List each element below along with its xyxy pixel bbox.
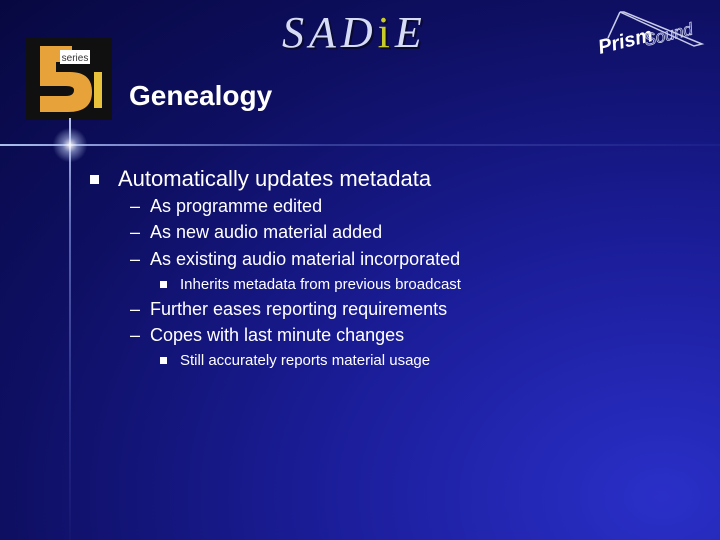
sub-bullet-text: Copes with last minute changes xyxy=(150,325,405,345)
sub-sub-bullet-item xyxy=(160,276,461,293)
prism-logo-text: Prism xyxy=(595,24,656,59)
sub-bullet-item xyxy=(127,299,447,320)
dash-bullet-icon: – xyxy=(129,299,140,319)
sub-sub-bullet-item xyxy=(160,352,430,369)
sadie-logo-text-1: SAD xyxy=(282,8,378,57)
square-bullet-icon xyxy=(90,175,99,184)
sub-bullet-text: Further eases reporting requirements xyxy=(150,299,448,319)
prism-sound-logo xyxy=(594,8,706,64)
dash-bullet-icon: – xyxy=(129,325,140,345)
sadie-logo-text-2: E xyxy=(394,8,427,57)
sub-bullet-item xyxy=(127,325,404,346)
crosshair-glow xyxy=(52,128,88,162)
horizontal-rule-line xyxy=(0,144,720,146)
series-label: series xyxy=(61,53,89,64)
sub-sub-bullet-text: Still accurately reports material usage xyxy=(180,352,431,369)
dash-bullet-icon: – xyxy=(129,249,140,269)
sound-logo-text: Sound xyxy=(642,19,695,50)
sub-bullet-item xyxy=(127,196,322,217)
series-5-logo xyxy=(26,38,112,120)
sub-bullet-item xyxy=(127,249,460,270)
square-bullet-icon xyxy=(160,357,167,364)
sadie-logo xyxy=(282,6,427,60)
vertical-rule-line xyxy=(69,118,71,540)
square-bullet-icon xyxy=(160,281,167,288)
bullet-text: Automatically updates metadata xyxy=(118,166,432,191)
sub-bullet-text: As new audio material added xyxy=(150,222,383,242)
sub-bullet-text: As existing audio material incorporated xyxy=(150,249,461,269)
bullet-item xyxy=(90,166,431,192)
dash-bullet-icon: – xyxy=(129,222,140,242)
slide-title: Genealogy xyxy=(129,80,273,111)
dash-bullet-icon: – xyxy=(129,196,140,216)
sub-bullet-item xyxy=(127,222,382,243)
sub-bullet-text: As programme edited xyxy=(150,196,323,216)
sadie-logo-text-i: i xyxy=(377,8,395,57)
sub-sub-bullet-text: Inherits metadata from previous broadcast xyxy=(180,276,461,293)
